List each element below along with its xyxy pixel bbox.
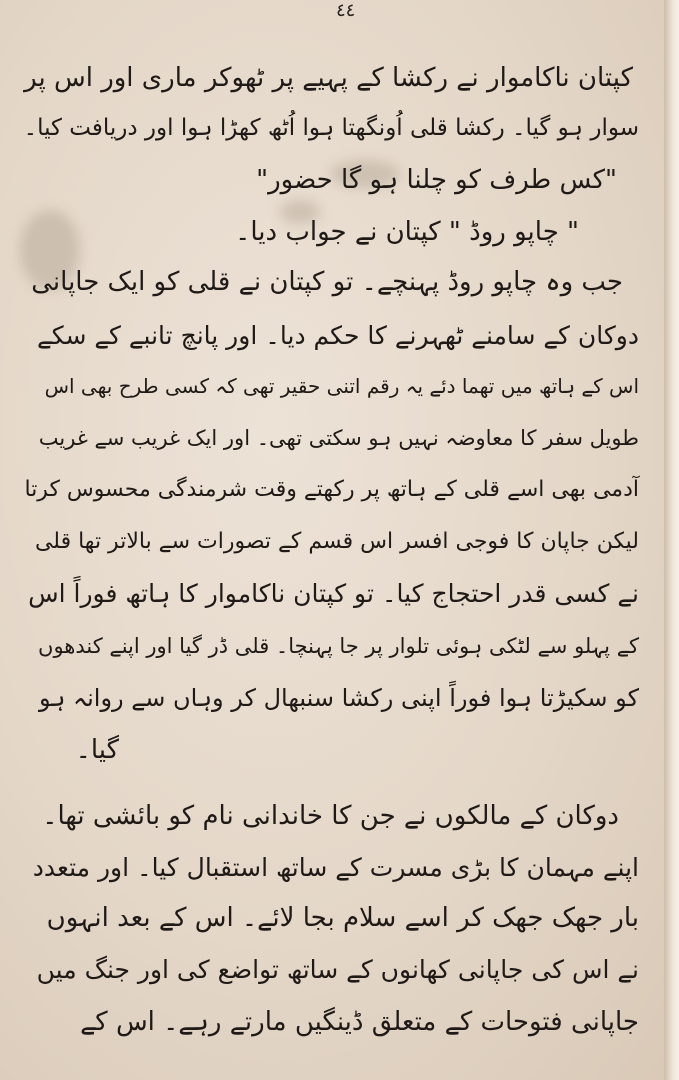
- text-line: طویل سفر کا معاوضہ نہیں ہو سکتی تھی۔ اور ایک غریب سے غریب: [38, 426, 639, 450]
- text-line: سوار ہو گیا۔ رکشا قلی اُونگھتا ہوا اُٹھ کھڑا ہوا اور دریافت کیا۔: [23, 115, 639, 141]
- text-line: "کس طرف کو چلنا ہو گا حضور": [256, 165, 617, 195]
- page-number: ٤٤: [336, 0, 356, 21]
- text-line: " چاپو روڈ " کپتان نے جواب دیا۔: [235, 217, 579, 247]
- text-line: اس کے ہاتھ میں تھما دئے یہ رقم اتنی حقیر تھی کہ کسی طرح بھی اس: [44, 374, 639, 398]
- page-binding-edge: [664, 0, 679, 1080]
- text-line: دوکان کے سامنے ٹھہرنے کا حکم دیا۔ اور پانچ تانبے کے سکے: [37, 321, 639, 350]
- text-line: جاپانی فتوحات کے متعلق ڈینگیں مارتے رہے۔ اس کے: [80, 1007, 639, 1037]
- text-line: کے پہلو سے لٹکی ہوئی تلوار پر جا پہنچا۔ قلی ڈر گیا اور اپنے کندھوں: [38, 634, 639, 658]
- text-line: آدمی بھی اسے قلی کے ہاتھ پر رکھتے وقت شرمندگی محسوس کرتا: [24, 477, 639, 502]
- text-line: گیا۔: [75, 735, 119, 765]
- text-line: اپنے مہمان کا بڑی مسرت کے ساتھ استقبال کیا۔ اور متعدد: [32, 853, 639, 882]
- text-line: بار جھک جھک کر اسے سلام بجا لائے۔ اس کے بعد انہوں: [46, 903, 639, 933]
- text-line: نے اس کی جاپانی کھانوں کے ساتھ تواضع کی اور جنگ میں: [36, 955, 639, 984]
- text-line: جب وہ چاپو روڈ پہنچے۔ تو کپتان نے قلی کو ایک جاپانی: [31, 267, 623, 297]
- text-line: کپتان ناکاموار نے رکشا کے پہیے پر ٹھوکر ماری اور اس پر: [24, 63, 633, 93]
- text-line: کو سکیڑتا ہوا فوراً اپنی رکشا سنبھال کر وہاں سے روانہ ہو: [38, 684, 639, 712]
- text-line: لیکن جاپان کا فوجی افسر اس قسم کے تصورات سے بالاتر تھا قلی: [34, 529, 639, 554]
- text-line: دوکان کے مالکوں نے جن کا خاندانی نام کو بائشی تھا۔: [42, 801, 619, 831]
- text-line: نے کسی قدر احتجاج کیا۔ تو کپتان ناکاموار کا ہاتھ فوراً اس: [28, 579, 639, 608]
